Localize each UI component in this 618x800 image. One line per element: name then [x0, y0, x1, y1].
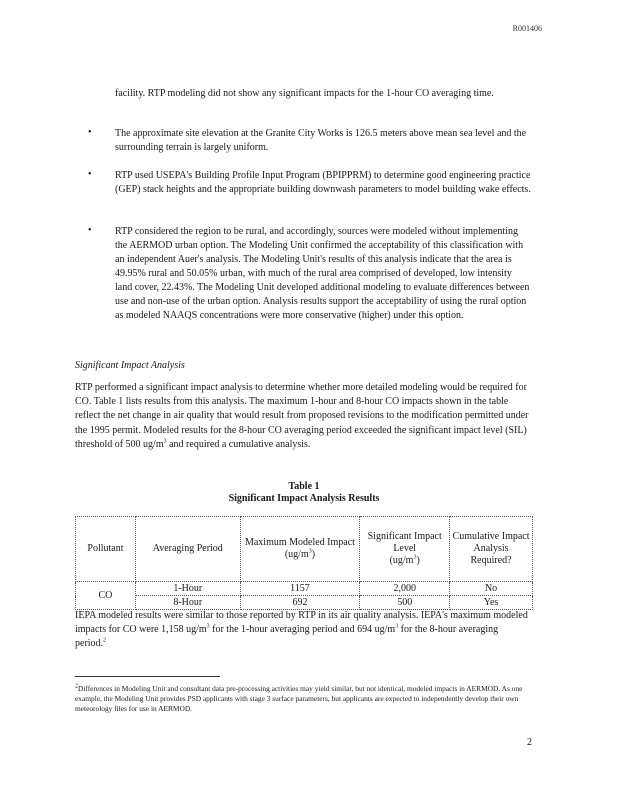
cell-sil: 500 [360, 596, 450, 610]
col-header-sil: Significant Impact Level $(ug/m^3)$ [360, 517, 450, 582]
cell-period: 8-Hour [135, 596, 240, 610]
table-header-row [76, 517, 533, 582]
significant-impact-paragraph: RTP performed a significant impact analysis to determine whether more detailed modeling would be required for CO. Table 1 lists results from this analysis. The maximum 1-hour and 8-hour CO impacts shown in the table reflect the net change in air quality that would result from proposed revisions to the modification permitted under the 1995 permit. Modeled results for the 8-hour CO averaging period exceeded the significant impact level (SIL) threshold of 500 $ug/m^3$ and required a cumulative analysis. [75, 382, 529, 450]
section-heading: Significant Impact Analysis [75, 360, 185, 371]
bullet-elevation: The approximate site elevation at the Granite City Works is 126.5 meters above mean sea level and the surrounding terrain is largely uniform. [115, 128, 527, 153]
cell-impact: 1157 [240, 582, 360, 596]
document-id: R001406 [512, 24, 542, 33]
iepa-results-paragraph: IEPA modeled results were similar to those reported by RTP in its air quality analysis. IEPA's maximum modeled impacts for CO were 1,158 $ug/m^3$ for the 1-hour averaging period and 694 $ug/m^3$ for the 8-hour averaging period.$^2$ [75, 610, 528, 649]
col-header-pollutant: Pollutant [76, 517, 136, 582]
cell-period: 1-Hour [135, 582, 240, 596]
table-title: Significant Impact Analysis Results [228, 493, 380, 504]
col-header-max-impact: Maximum Modeled Impact $(ug/m^3)$ [240, 517, 360, 582]
bullet-marker: • [88, 169, 92, 180]
cell-sil: 2,000 [360, 582, 450, 596]
bullet-marker: • [88, 225, 92, 236]
bullet-rural-urban: RTP considered the region to be rural, and accordingly, sources were modeled without implementing the AERMOD urban option. The Modeling Unit confirmed the acceptability of this classification with an independent Auer's analysis. The Modeling Unit's results of this analysis indicate that the area is 49.95% rural and 50.05% urban, with much of the rural area comprised of developed, low intensity land cover, 22.43%. The Modeling Unit developed additional modeling to evaluate differences between use and non-use of the urban option. Analysis results support the acceptability of using the rural option as modeled NAAQS concentrations were more conservative (higher) under this option. [115, 226, 530, 321]
bullet-marker: • [88, 127, 92, 138]
page-number: 2 [527, 737, 532, 748]
significant-impact-table [75, 516, 533, 610]
cell-required: No [450, 582, 533, 596]
table-row [76, 596, 533, 610]
cell-required: Yes [450, 596, 533, 610]
table-number: Table 1 [288, 481, 320, 492]
col-header-averaging-period: Averaging Period [135, 517, 240, 582]
footnote: $^2$Differences in Modeling Unit and consultant data pre-processing activities may yield similar, but not identical, modeled impacts in AERMOD. As one example, the Modeling Unit provides PSD applicants with stage 3 surface parameters, but applicants are expected to independently develop their own meteorology files for use in AERMOD. [75, 683, 523, 713]
footnote-reference[interactable]: 2 [103, 637, 107, 644]
col-header-cumulative: Cumulative Impact Analysis Required? [450, 517, 533, 582]
table-row [76, 582, 533, 596]
cell-pollutant: CO [76, 582, 136, 610]
continued-paragraph: facility. RTP modeling did not show any significant impacts for the 1-hour CO averaging time. [115, 88, 494, 99]
footnote-separator [75, 676, 220, 677]
bullet-bpip: RTP used USEPA's Building Profile Input Program (BPIPPRM) to determine good engineering practice (GEP) stack heights and the appropriate building downwash parameters to model building wake effects. [115, 170, 531, 195]
cell-impact: 692 [240, 596, 360, 610]
